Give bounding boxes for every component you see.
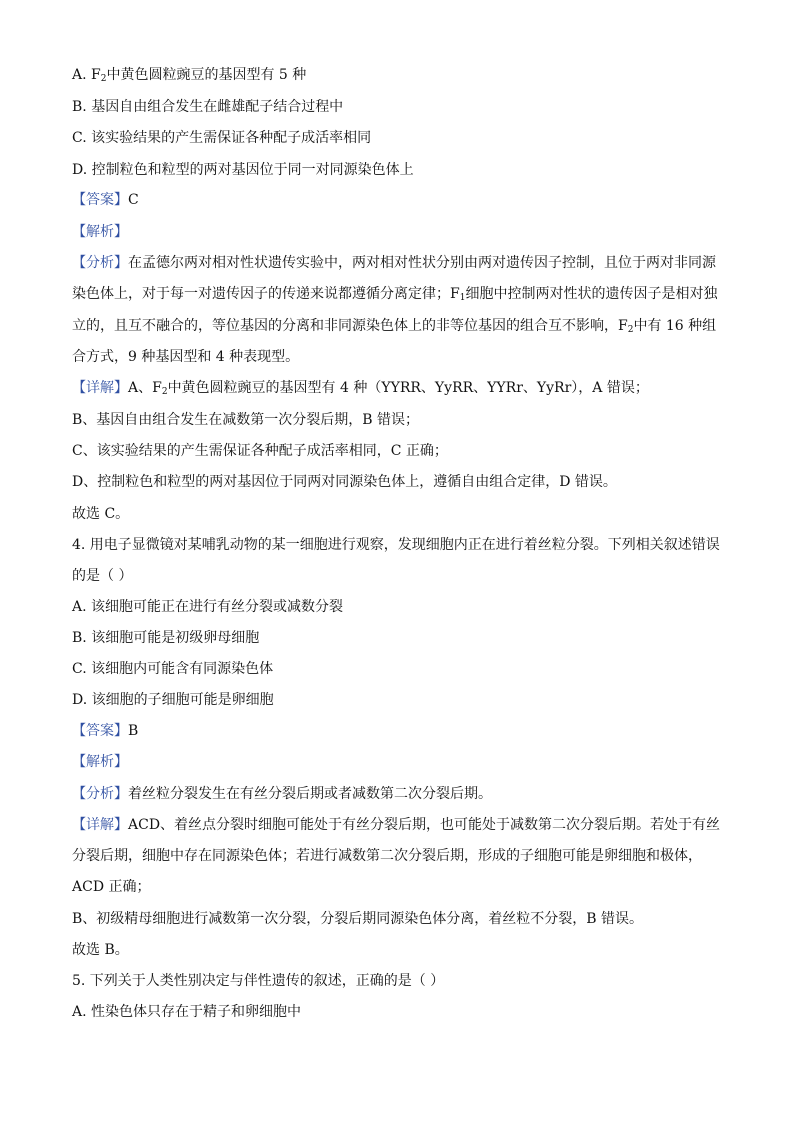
q3-fenxi-line-1: 【分析】在孟德尔两对相对性状遗传实验中，两对相对性状分别由两对遗传因子控制，且位于两对非同源 — [72, 255, 716, 271]
q5-stem: 5. 下列关于人类性别决定与伴性遗传的叙述，正确的是（ ） — [72, 973, 445, 989]
q4-stem-line-1: 4. 用电子显微镜对某哺乳动物的某一细胞进行观察，发现细胞内正在进行着丝粒分裂。下列相关叙述错误 — [72, 537, 720, 553]
q4-stem-line-2: 的是（ ） — [72, 568, 133, 584]
q3-fenxi-line-4: 合方式，9 种基因型和 4 种表现型。 — [72, 349, 300, 365]
q3-option-c: C. 该实验结果的产生需保证各种配子成活率相同 — [72, 130, 372, 146]
answer-tag: 【答案】 — [72, 192, 128, 208]
q3-answer: 【答案】C — [72, 192, 139, 208]
q4-xiangjie-line-3: ACD 正确； — [72, 879, 151, 895]
q4-answer: 【答案】B — [72, 723, 139, 739]
q3-fenxi-line-2: 染色体上，对于每一对遗传因子的传递来说都遵循分离定律；$F_1$细胞中控制两对性状的遗传因子是相对独 — [72, 286, 718, 303]
q3-xiangjie-line-2: B、基因自由组合发生在减数第一次分裂后期，B 错误； — [72, 412, 420, 428]
q3-conclusion: 故选 C。 — [72, 506, 130, 522]
q3-fenxi-line-3: 立的，且互不融合的，等位基因的分离和非同源染色体上的非等位基因的组合互不影响，$F_2$中有 16 种组 — [72, 318, 717, 335]
q4-option-c: C. 该细胞内可能含有同源染色体 — [72, 661, 274, 677]
q3-analysis-heading: 【解析】 — [72, 224, 128, 240]
q4-xiangjie-line-4: B、初级精母细胞进行减数第一次分裂，分裂后期同源染色体分离，着丝粒不分裂，B 错误。 — [72, 911, 644, 927]
q5-option-a: A. 性染色体只存在于精子和卵细胞中 — [72, 1004, 302, 1020]
q4-option-d: D. 该细胞的子细胞可能是卵细胞 — [72, 692, 274, 708]
q4-conclusion: 故选 B。 — [72, 942, 129, 958]
q3-option-d: D. 控制粒色和粒型的两对基因位于同一对同源染色体上 — [72, 162, 414, 178]
q3-option-a: A. $F_2$中黄色圆粒豌豆的基因型有 5 种 — [72, 67, 307, 84]
q3-option-b: B. 基因自由组合发生在雌雄配子结合过程中 — [72, 99, 344, 115]
q3-xiangjie-line-1: 【详解】A、$F_2$中黄色圆粒豌豆的基因型有 4 种（YYRR、YyRR、YYRr、YyRr），A 错误； — [72, 380, 649, 397]
q4-xiangjie-line-1: 【详解】ACD、着丝点分裂时细胞可能处于有丝分裂后期，也可能处于减数第二次分裂后期。若处于有丝 — [72, 817, 721, 833]
q4-fenxi: 【分析】着丝粒分裂发生在有丝分裂后期或者减数第二次分裂后期。 — [72, 786, 492, 802]
q3-xiangjie-line-4: D、控制粒色和粒型的两对基因位于同两对同源染色体上，遵循自由组合定律，D 错误。 — [72, 474, 617, 490]
q4-analysis-heading: 【解析】 — [72, 754, 128, 770]
q4-xiangjie-line-2: 分裂后期，细胞中存在同源染色体；若进行减数第二次分裂后期，形成的子细胞可能是卵细胞和极体， — [72, 848, 702, 864]
q4-option-b: B. 该细胞可能是初级卵母细胞 — [72, 630, 260, 646]
q4-option-a: A. 该细胞可能正在进行有丝分裂或减数分裂 — [72, 599, 344, 615]
q3-xiangjie-line-3: C、该实验结果的产生需保证各种配子成活率相同，C 正确； — [72, 443, 448, 459]
